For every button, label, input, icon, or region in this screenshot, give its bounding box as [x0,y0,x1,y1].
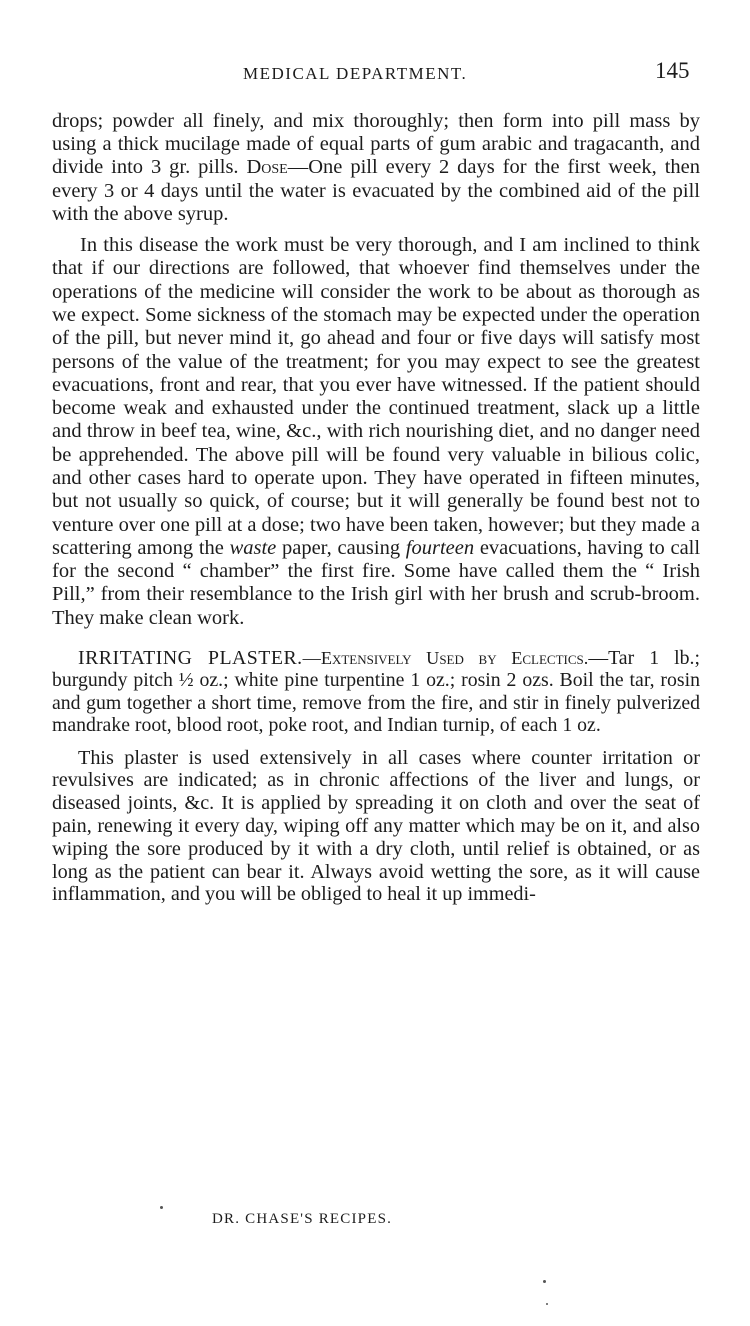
italic-word-fourteen: fourteen [405,536,475,559]
paragraph-treatment-notes [52,234,700,630]
italic-word-waste: waste [229,536,277,559]
paragraph-text: drops; powder all finely, and mix thoroughly; then form into pill mass by using a thick mucilage made of equal parts of gum arabic and tragacanth, and divide into 3 gr. pills. [52,110,700,179]
page-number: 145 [655,58,690,83]
paper-speck [543,1280,546,1283]
paper-speck [160,1206,163,1209]
recipe-heading: IRRITATING PLASTER. [78,647,303,670]
recipe-text: —Tar 1 lb.; burgundy pitch ½ oz.; white pine turpentine 1 oz.; rosin 2 ozs. Boil the tar, rosin and gum together a short time, remove from the fire, and stir in finely pulverized mandrake root, blood root, poke root, and Indian turnip, of each 1 oz. [52,647,700,737]
paragraph-text: paper, causing [281,536,401,559]
paragraph-plaster-usage [52,747,700,907]
body-text [52,110,700,906]
footer-book-title: DR. CHASE'S RECIPES. [212,1211,393,1227]
running-title: MEDICAL DEPARTMENT. [243,64,468,83]
paragraph-irritating-plaster [52,647,700,737]
recipe-subheading: —Extensively Used by Eclectics. [302,648,589,669]
running-head [0,58,750,88]
paragraph-text: In this disease the work must be very thorough, and I am inclined to think that if our directions are followed, that whoever find themselves under the operations of the medicine will consider the work to be about as thorough as we expect. Some sickness of the stomach may be expected under the operation of the pill, but never mind it, go ahead and four or five days will satisfy most persons of the value of the treatment; for you may expect to see the greatest evacuations, front and rear, that you ever have witnessed. If the patient should become weak and exhausted under the continued treatment, slack up a little and throw in beef tea, wine, &c., with rich nourishing diet, and no danger need be apprehended. The above pill will be found very valuable in bilious colic, and other cases hard to operate upon. They have operated in fifteen minutes, but not usually so quick, of course; but it will generally be found best not to venture over one pill at a dose; two have been taken, however; but they made a scattering among the [52,234,700,559]
paragraph-pill-recipe-end [52,110,700,226]
dose-text: —One pill every 2 days for the first week, then every 3 or 4 days until the water is evacuated by the combined aid of the pill with the above syrup. [52,156,700,225]
paper-speck [546,1303,548,1305]
dose-label: Dose [246,156,288,179]
paragraph-text: This plaster is used extensively in all cases where counter irritation or revulsives are indicated; as in chronic affections of the liver and lungs, or diseased joints, &c. It is applied by spreading it on cloth and over the seat of pain, renewing it every day, wiping off any matter which may be on it, and also wiping the sore produced by it with a dry cloth, until relief is obtained, or as long as the patient can bear it. Always avoid wetting the sore, as it will cause inflammation, and you will be obliged to heal it up immedi- [52,746,700,906]
paragraph-text: evacuations, having to call for the second “ chamber” the first fire. Some have called them the “ Irish Pill,” from their resemblance to the Irish girl with her brush and scrub-broom. They make clean work. [52,536,701,629]
